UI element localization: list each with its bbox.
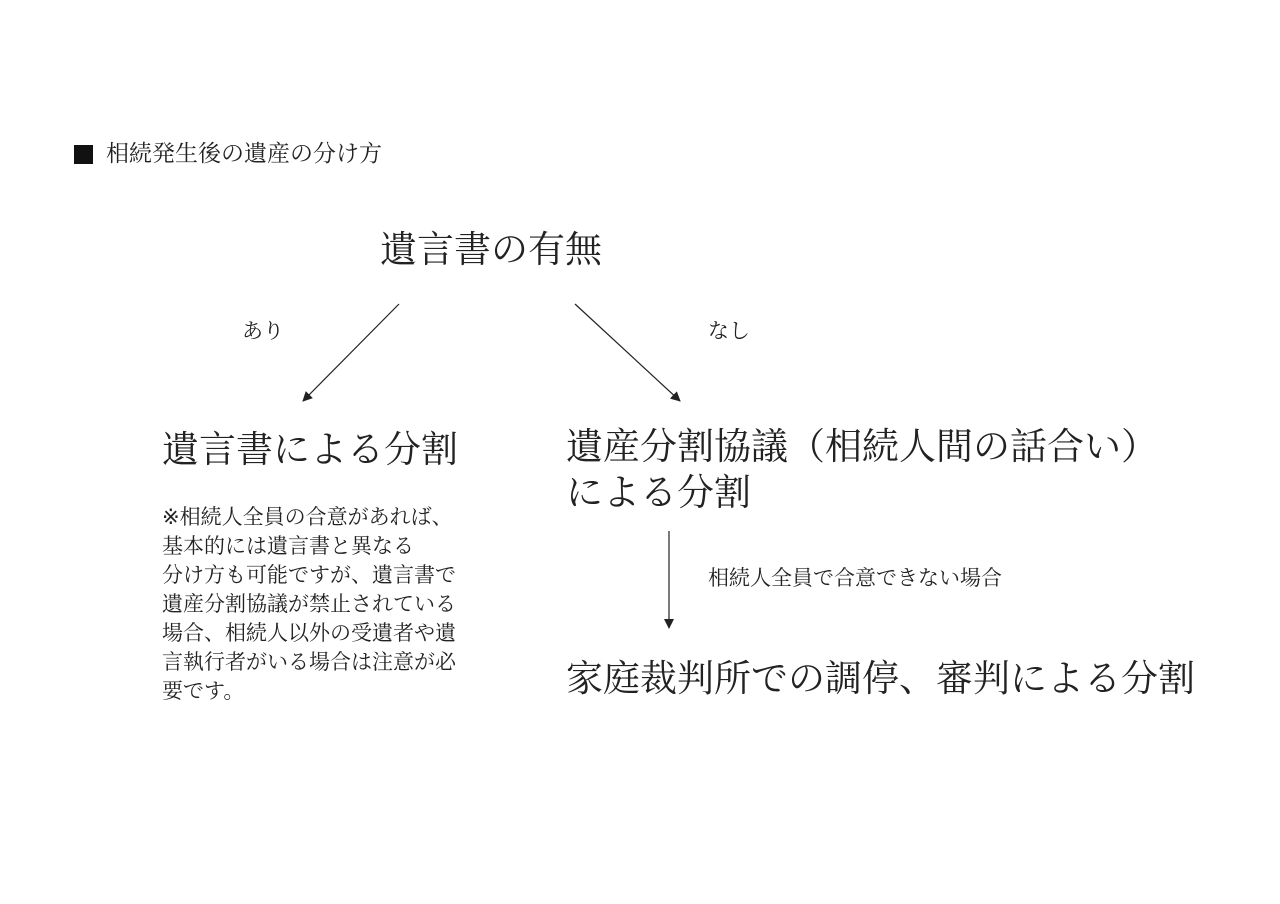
agreement-node-line: による分割: [566, 471, 751, 514]
node-split-by-will: 遺言書による分割: [162, 428, 458, 471]
black-square-icon: [74, 145, 93, 164]
will-note-line: 遺産分割協議が禁止されている: [162, 592, 456, 616]
will-note: [162, 503, 456, 706]
arrow-to-will-split: [303, 304, 399, 401]
root-node-will-existence: 遺言書の有無: [380, 228, 602, 271]
section-title: [74, 138, 382, 170]
will-note-line: 要です。: [162, 679, 245, 703]
will-note-line: 言執行者がいる場合は注意が必: [162, 650, 456, 674]
will-note-line: 場合、相続人以外の受遺者や遺: [162, 621, 456, 645]
node-split-by-agreement: [566, 424, 1158, 516]
agreement-node-line: 遺産分割協議（相続人間の話合い）: [566, 425, 1158, 468]
section-title-text: 相続発生後の遺産の分け方: [106, 141, 382, 167]
branch-label-yes: あり: [242, 319, 284, 343]
arrow-to-agreement-split: [575, 304, 680, 401]
will-note-line: 分け方も可能ですが、遺言書で: [162, 563, 456, 587]
will-note-line: ※相続人全員の合意があれば、: [162, 505, 453, 529]
branch-label-no: なし: [708, 319, 750, 343]
no-agreement-condition-label: 相続人全員で合意できない場合: [708, 566, 1002, 590]
will-note-line: 基本的には遺言書と異なる: [162, 534, 414, 558]
node-split-by-court: 家庭裁判所での調停、審判による分割: [566, 657, 1195, 700]
